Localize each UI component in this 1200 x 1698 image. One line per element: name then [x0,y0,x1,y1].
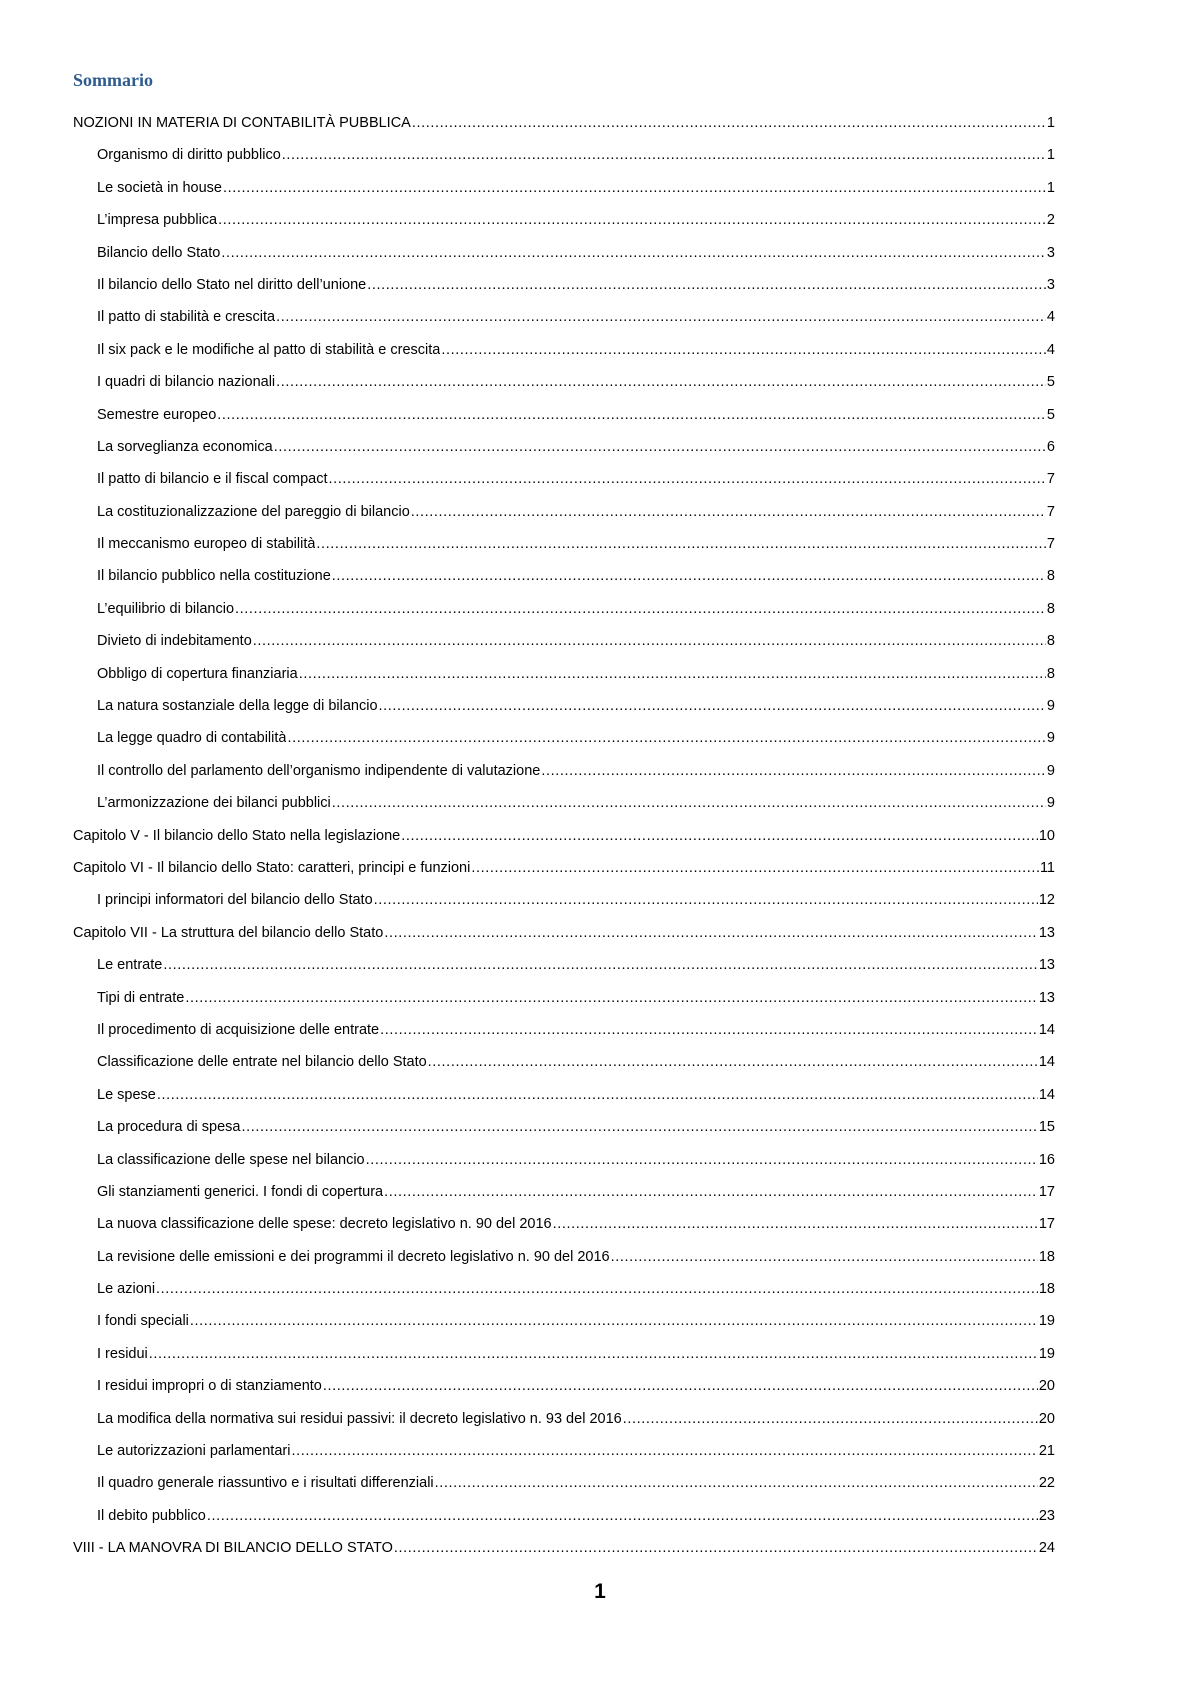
toc-entry[interactable] [73,1473,1055,1505]
toc-entry-title: Capitolo V - Il bilancio dello Stato nella legislazione [73,827,401,844]
toc-entry-title: Organismo di diritto pubblico [97,147,281,164]
toc-entry-page-number: 8 [1046,600,1055,617]
toc-entry-title: La natura sostanziale della legge di bilancio [97,698,378,715]
toc-entry[interactable] [73,1344,1055,1376]
toc-entry[interactable] [73,1409,1055,1441]
toc-entry-title: Divieto di indebitamento [97,633,252,650]
toc-entry-title: La costituzionalizzazione del pareggio di bilancio [97,503,410,520]
toc-entry[interactable] [73,890,1055,922]
toc-entry[interactable] [73,826,1055,858]
dot-leader [274,437,1046,457]
toc-entry[interactable] [73,243,1055,275]
dot-leader [394,1538,1038,1558]
dot-leader [218,210,1046,230]
toc-entry[interactable] [73,858,1055,890]
dot-leader [282,145,1046,165]
toc-entry[interactable] [73,1214,1055,1246]
dot-leader [541,761,1046,781]
toc-entry-title: Le società in house [97,179,222,196]
toc-entry[interactable] [73,1247,1055,1279]
toc-entry-title: Le autorizzazioni parlamentari [97,1443,291,1460]
toc-entry-page-number: 9 [1046,795,1055,812]
dot-leader [379,696,1046,716]
dot-leader [380,1020,1038,1040]
toc-entry-page-number: 15 [1038,1119,1055,1136]
toc-entry[interactable] [73,1085,1055,1117]
dot-leader [287,728,1045,748]
toc-entry-page-number: 8 [1046,665,1055,682]
dot-leader [411,502,1046,522]
dot-leader [223,178,1046,198]
toc-heading: Sommario [73,70,153,90]
toc-entry-page-number: 23 [1038,1507,1055,1524]
toc-entry-page-number: 18 [1038,1248,1055,1265]
toc-entry[interactable] [73,437,1055,469]
toc-entry-page-number: 3 [1046,276,1055,293]
toc-entry-title: Capitolo VI - Il bilancio dello Stato: caratteri, principi e funzioni [73,859,471,876]
toc-entry-title: Tipi di entrate [97,989,185,1006]
dot-leader [323,1376,1038,1396]
toc-entry-title: Le spese [97,1086,156,1103]
toc-entry-title: L’armonizzazione dei bilanci pubblici [97,795,331,812]
table-of-contents [73,113,1055,1571]
toc-entry-title: Le entrate [97,957,163,974]
toc-entry[interactable] [73,307,1055,339]
toc-entry-page-number: 19 [1038,1313,1055,1330]
toc-entry-page-number: 19 [1038,1345,1055,1362]
toc-entry-title: Il bilancio dello Stato nel diritto dell’unione [97,276,367,293]
dot-leader [623,1409,1038,1429]
toc-entry-title: I principi informatori del bilancio dello Stato [97,892,373,909]
toc-entry-title: Classificazione delle entrate nel bilancio dello Stato [97,1054,427,1071]
toc-entry-title: Bilancio dello Stato [97,244,221,261]
toc-entry-page-number: 24 [1038,1540,1055,1557]
dot-leader [156,1279,1038,1299]
toc-entry[interactable] [73,728,1055,760]
dot-leader [276,372,1046,392]
dot-leader [435,1473,1038,1493]
toc-entry-title: Semestre europeo [97,406,217,423]
toc-entry[interactable] [73,988,1055,1020]
toc-entry[interactable] [73,372,1055,404]
toc-entry[interactable] [73,923,1055,955]
dot-leader [157,1085,1038,1105]
toc-entry[interactable] [73,761,1055,793]
toc-entry-title: I residui impropri o di stanziamento [97,1378,322,1395]
toc-entry-title: La sorveglianza economica [97,438,273,455]
toc-entry-page-number: 3 [1046,244,1055,261]
toc-entry[interactable] [73,534,1055,566]
toc-entry-title: Il controllo del parlamento dell’organismo indipendente di valutazione [97,762,541,779]
toc-entry-page-number: 17 [1038,1183,1055,1200]
toc-entry-title: Le azioni [97,1281,156,1298]
dot-leader [163,955,1038,975]
toc-entry[interactable] [73,1150,1055,1182]
toc-entry[interactable] [73,599,1055,631]
toc-entry[interactable] [73,1538,1055,1570]
toc-entry-title: I residui [97,1345,148,1362]
toc-entry-page-number: 17 [1038,1216,1055,1233]
toc-entry-title: Gli stanziamenti generici. I fondi di copertura [97,1183,384,1200]
toc-entry-page-number: 14 [1038,1021,1055,1038]
dot-leader [428,1052,1038,1072]
toc-entry[interactable] [73,1020,1055,1052]
toc-entry[interactable] [73,405,1055,437]
toc-entry-page-number: 1 [1046,147,1055,164]
toc-entry-title: Obbligo di copertura finanziaria [97,665,298,682]
toc-entry-title: VIII - LA MANOVRA DI BILANCIO DELLO STATO [73,1540,393,1557]
toc-entry-title: Il meccanismo europeo di stabilità [97,536,316,553]
toc-entry-title: Capitolo VII - La struttura del bilancio dello Stato [73,924,384,941]
toc-entry[interactable] [73,1441,1055,1473]
dot-leader [329,469,1046,489]
toc-entry-page-number: 13 [1038,989,1055,1006]
toc-entry[interactable] [73,1117,1055,1149]
toc-entry[interactable] [73,340,1055,372]
toc-entry-page-number: 4 [1046,309,1055,326]
dot-leader [384,923,1038,943]
dot-leader [299,664,1046,684]
toc-entry[interactable] [73,275,1055,307]
dot-leader [185,988,1038,1008]
toc-entry-page-number: 1 [1046,115,1055,131]
dot-leader [253,631,1046,651]
toc-entry-title: La classificazione delle spese nel bilancio [97,1151,365,1168]
toc-entry-page-number: 8 [1046,568,1055,585]
dot-leader [332,566,1046,586]
toc-entry-title: Il quadro generale riassuntivo e i risultati differenziali [97,1475,434,1492]
toc-entry-page-number: 1 [1046,179,1055,196]
toc-entry-page-number: 9 [1046,698,1055,715]
toc-entry[interactable] [73,113,1055,145]
toc-entry-title: La procedura di spesa [97,1119,241,1136]
dot-leader [412,113,1046,133]
toc-entry-page-number: 5 [1046,406,1055,423]
toc-entry[interactable] [73,145,1055,177]
toc-entry[interactable] [73,955,1055,987]
toc-entry[interactable] [73,1279,1055,1311]
dot-leader [611,1247,1038,1267]
toc-entry-page-number: 10 [1038,827,1055,844]
dot-leader [291,1441,1037,1461]
toc-entry[interactable] [73,1182,1055,1214]
toc-entry-title: NOZIONI IN MATERIA DI CONTABILITÀ PUBBLICA [73,115,411,131]
toc-entry-title: L’impresa pubblica [97,212,218,229]
toc-entry-title: La legge quadro di contabilità [97,730,287,747]
toc-entry-title: Il bilancio pubblico nella costituzione [97,568,331,585]
toc-entry-title: La revisione delle emissioni e dei programmi il decreto legislativo n. 90 del 2016 [97,1248,610,1265]
dot-leader [441,340,1046,360]
toc-entry-title: I fondi speciali [97,1313,189,1330]
toc-entry-page-number: 11 [1039,859,1055,876]
toc-entry[interactable] [73,1506,1055,1538]
toc-entry-page-number: 20 [1038,1410,1055,1427]
dot-leader [367,275,1046,295]
toc-entry-title: L’equilibrio di bilancio [97,600,235,617]
toc-entry[interactable] [73,631,1055,663]
toc-entry-title: Il six pack e le modifiche al patto di stabilità e crescita [97,341,441,358]
toc-entry-page-number: 7 [1046,503,1055,520]
toc-entry-title: Il patto di bilancio e il fiscal compact [97,471,328,488]
dot-leader [235,599,1046,619]
toc-entry-page-number: 7 [1046,471,1055,488]
toc-entry-page-number: 20 [1038,1378,1055,1395]
toc-entry-page-number: 5 [1046,374,1055,391]
dot-leader [242,1117,1038,1137]
dot-leader [217,405,1046,425]
toc-entry-page-number: 16 [1038,1151,1055,1168]
toc-entry[interactable] [73,566,1055,598]
toc-entry-page-number: 9 [1046,730,1055,747]
dot-leader [366,1150,1038,1170]
toc-entry[interactable] [73,793,1055,825]
dot-leader [332,793,1046,813]
footer-page-number: 1 [594,1580,606,1603]
toc-entry-page-number: 6 [1046,438,1055,455]
toc-entry-page-number: 7 [1046,536,1055,553]
toc-entry-page-number: 12 [1038,892,1055,909]
toc-entry-page-number: 14 [1038,1054,1055,1071]
dot-leader [401,826,1038,846]
toc-entry[interactable] [73,1052,1055,1084]
toc-entry[interactable] [73,469,1055,501]
toc-entry-page-number: 13 [1038,957,1055,974]
dot-leader [149,1344,1038,1364]
dot-leader [190,1311,1038,1331]
toc-entry-page-number: 21 [1038,1443,1055,1460]
toc-entry[interactable] [73,210,1055,242]
toc-entry[interactable] [73,178,1055,210]
toc-entry-title: Il debito pubblico [97,1507,206,1524]
dot-leader [374,890,1038,910]
toc-entry-page-number: 14 [1038,1086,1055,1103]
dot-leader [221,243,1046,263]
toc-entry-page-number: 22 [1038,1475,1055,1492]
toc-entry-title: Il patto di stabilità e crescita [97,309,276,326]
dot-leader [207,1506,1038,1526]
toc-entry-title: Il procedimento di acquisizione delle entrate [97,1021,380,1038]
dot-leader [276,307,1046,327]
toc-entry[interactable] [73,502,1055,534]
toc-entry[interactable] [73,1311,1055,1343]
toc-entry-title: I quadri di bilancio nazionali [97,374,276,391]
toc-entry[interactable] [73,1376,1055,1408]
dot-leader [316,534,1046,554]
toc-entry-page-number: 13 [1038,924,1055,941]
toc-entry-title: La modifica della normativa sui residui passivi: il decreto legislativo n. 93 del 2016 [97,1410,622,1427]
toc-entry-page-number: 2 [1046,212,1055,229]
dot-leader [384,1182,1038,1202]
toc-entry-page-number: 9 [1046,762,1055,779]
toc-entry[interactable] [73,696,1055,728]
toc-entry-page-number: 18 [1038,1281,1055,1298]
dot-leader [471,858,1039,878]
toc-entry-page-number: 4 [1046,341,1055,358]
dot-leader [553,1214,1038,1234]
toc-entry-page-number: 8 [1046,633,1055,650]
toc-entry-title: La nuova classificazione delle spese: decreto legislativo n. 90 del 2016 [97,1216,552,1233]
toc-entry[interactable] [73,664,1055,696]
